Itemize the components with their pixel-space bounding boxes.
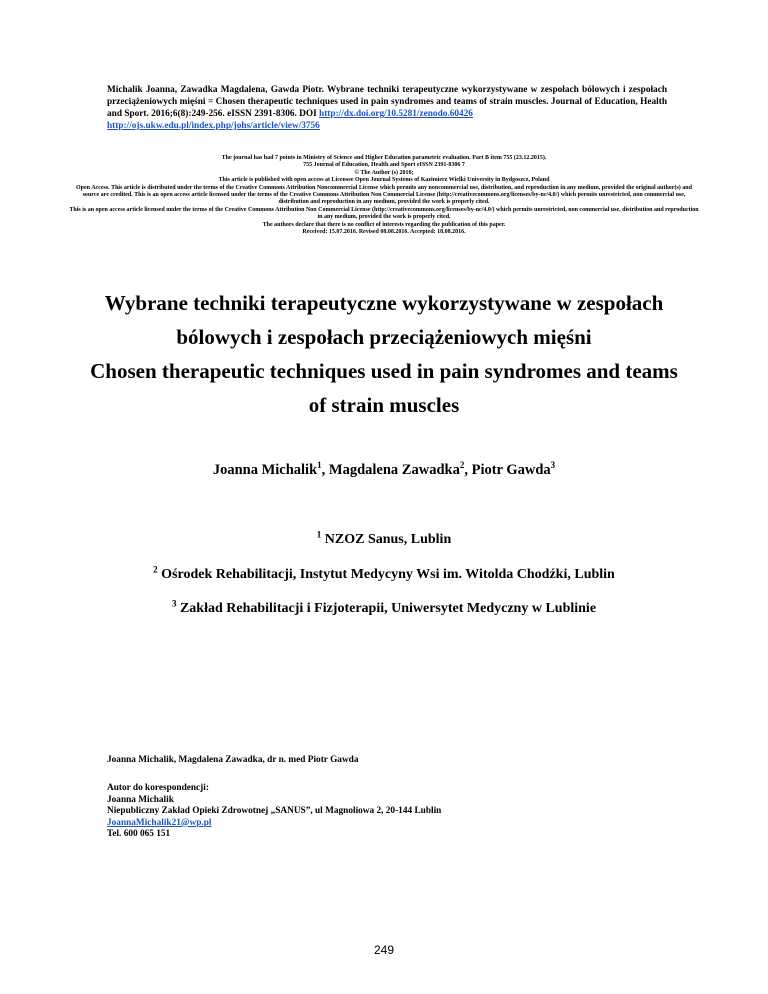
author-affiliation-mark: 1 <box>317 460 322 471</box>
authors-plain: Joanna Michalik, Magdalena Zawadka, dr n. med Piotr Gawda <box>107 755 359 765</box>
notice-line: This is an open access article licensed under the terms of the Creative Commons Attribution Non Commercial License (http://creativecommons.org/licenses/by-nc/4.0/) which permits unrestricted, non commercial use, distribution and reproduction in any medium, provided the work is properly cited. <box>69 206 699 221</box>
license-notice <box>68 155 700 236</box>
article-link[interactable]: http://ojs.ukw.edu.pl/index.php/johs/article/view/3756 <box>107 121 320 131</box>
title-english: Chosen therapeutic techniques used in pain syndromes and teams of strain muscles <box>90 359 678 417</box>
author-affiliation-mark: 2 <box>459 460 465 471</box>
affiliation-text: Ośrodek Rehabilitacji, Instytut Medycyny Wsi im. Witolda Chodźki, Lublin <box>161 567 615 582</box>
correspondence-phone: Tel. 600 065 151 <box>107 829 171 840</box>
title-polish: Wybrane techniki terapeutyczne wykorzystywane w zespołach bólowych i zespołach przeciążeniowych mięśni <box>104 291 664 349</box>
affiliation-mark: 3 <box>171 598 177 609</box>
correspondence-block <box>107 783 441 841</box>
notice-line: This article is published with open access at Licensee Open Journal Systems of Kazimierz Wielki University in Bydgoszcz, Poland <box>218 177 550 184</box>
page-number: 249 <box>373 943 395 957</box>
email-link[interactable]: JoannaMichalik21@wp.pl <box>107 817 212 828</box>
citation-text: Michalik Joanna, Zawadka Magdalena, Gawda Piotr. Wybrane techniki terapeutyczne wykorzystywane w zespołach bólowych i zespołach przeciążeniowych mięśni = Chosen therapeutic techniques used in pain syndromes and teams of strain muscles. Journal of Education, Health and Sport. 2016;6(8):249-256. eISSN 2391-8306. DOI <box>107 85 667 119</box>
notice-line: Received: 15.07.2016. Revised 08.08.2016. Accepted: 18.08.2016. <box>302 229 466 236</box>
author-name: Joanna Michalik <box>212 462 318 478</box>
affiliation <box>0 598 768 617</box>
notice-line: Open Access. This article is distributed under the terms of the Creative Commons Attribution Noncommercial License which permits any noncommercial use, distribution, and reproduction in any medium, provided the original author(s) and source are credited. This is an open access article licensed under the terms of the Creative Commons Attribution Non Commercial License (http://creativecommons.org/licenses/by-nc/4.0/) which permits unrestricted, non commercial use, distribution and reproduction in any medium, provided the work is properly cited. <box>76 184 692 206</box>
correspondence-address: Niepubliczny Zakład Opieki Zdrowotnej „SANUS”, ul Magnoliowa 2, 20-144 Lublin <box>107 806 442 817</box>
notice-line: The authors declare that there is no conflict of interests regarding the publication of this paper. <box>262 221 506 228</box>
notice-line: © The Author (s) 2016; <box>354 169 414 176</box>
affiliation-mark: 1 <box>316 529 322 540</box>
correspondence-heading: Autor do korespondencji: <box>107 783 209 793</box>
doi-link[interactable]: http://dx.doi.org/10.5281/zenodo.60426 <box>319 109 473 119</box>
affiliation <box>0 529 768 548</box>
author-affiliation-mark: 3 <box>550 460 556 471</box>
affiliation-text: Zakład Rehabilitacji i Fizjoterapii, Uniwersytet Medyczny w Lublinie <box>179 601 597 616</box>
author-name: Magdalena Zawadka <box>328 462 460 478</box>
author-list: Joanna Michalik$^1$, Magdalena Zawadka$^2$, Piotr Gawda$^3$ <box>212 460 556 478</box>
citation-block <box>107 84 667 132</box>
affiliation <box>0 564 768 583</box>
affiliation-text: NZOZ Sanus, Lublin <box>324 532 452 547</box>
notice-line: 755 Journal of Education, Health and Sport eISSN 2391-8306 7 <box>303 162 465 169</box>
correspondence-name: Joanna Michalik <box>107 794 174 805</box>
affiliation-mark: 2 <box>153 564 158 575</box>
notice-line: The journal has had 7 points in Ministry of Science and Higher Education parametric evaluation. Part B item 755 (23.12.2015). <box>221 155 547 161</box>
author-name: Piotr Gawda <box>471 462 551 478</box>
